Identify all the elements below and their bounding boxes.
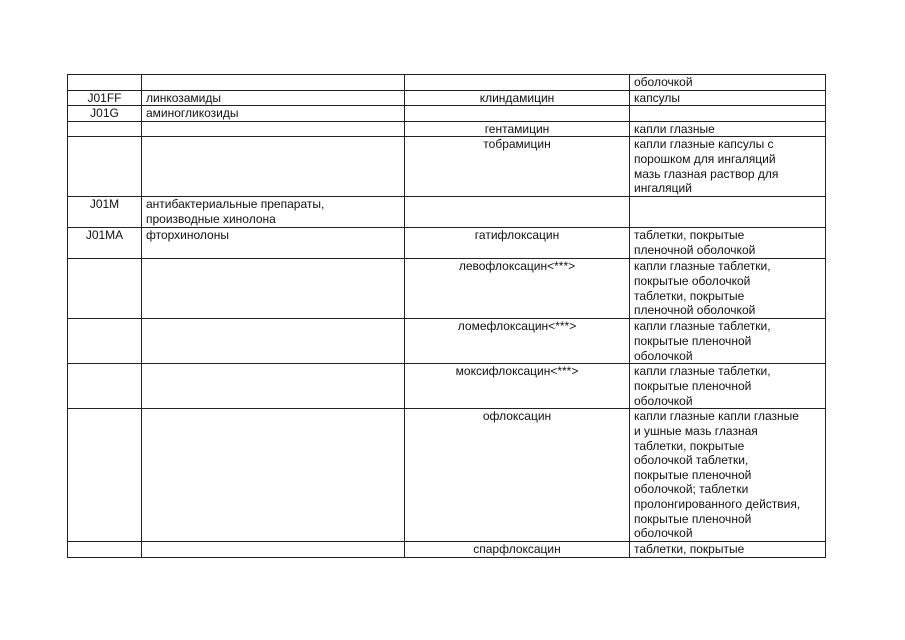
group-name-cell <box>142 542 405 558</box>
table-row <box>68 90 826 106</box>
atc-code-cell <box>68 137 142 197</box>
table-row <box>68 75 826 91</box>
table-row <box>68 409 826 542</box>
atc-code-cell <box>68 259 142 319</box>
dosage-form-cell: капли глазные капли глазные и ушные мазь глазная таблетки, покрытые оболочкой таблетки, покрытые пленочной оболочкой; таблетки пролонгированного действия, покрытые пленочной оболочкой <box>630 409 826 542</box>
table-row <box>68 106 826 122</box>
atc-code-cell <box>68 409 142 542</box>
drug-name-cell: тобрамицин <box>405 137 630 197</box>
group-name-cell <box>142 364 405 409</box>
drug-name-cell: гатифлоксацин <box>405 228 630 259</box>
dosage-form-cell: таблетки, покрытые <box>630 542 826 558</box>
drug-table <box>67 74 826 558</box>
dosage-form-cell: таблетки, покрытые пленочной оболочкой <box>630 228 826 259</box>
group-name-cell: антибактериальные препараты, производные хинолона <box>142 197 405 228</box>
dosage-form-cell: капсулы <box>630 90 826 106</box>
table-row <box>68 121 826 137</box>
group-name-cell <box>142 75 405 91</box>
group-name-cell <box>142 319 405 364</box>
table-row <box>68 228 826 259</box>
dosage-form-cell: оболочкой <box>630 75 826 91</box>
table-row <box>68 542 826 558</box>
atc-code-cell <box>68 121 142 137</box>
atc-code-cell: J01M <box>68 197 142 228</box>
drug-name-cell: клиндамицин <box>405 90 630 106</box>
atc-code-cell <box>68 364 142 409</box>
table-row <box>68 197 826 228</box>
dosage-form-cell: капли глазные таблетки, покрытые пленочной оболочкой <box>630 364 826 409</box>
drug-name-cell <box>405 106 630 122</box>
atc-code-cell <box>68 542 142 558</box>
atc-code-cell <box>68 319 142 364</box>
dosage-form-cell <box>630 197 826 228</box>
drug-name-cell: моксифлоксацин<***> <box>405 364 630 409</box>
atc-code-cell: J01FF <box>68 90 142 106</box>
table-row <box>68 259 826 319</box>
group-name-cell <box>142 409 405 542</box>
atc-code-cell <box>68 75 142 91</box>
drug-name-cell: гентамицин <box>405 121 630 137</box>
group-name-cell <box>142 137 405 197</box>
drug-name-cell: ломефлоксацин<***> <box>405 319 630 364</box>
group-name-cell: аминогликозиды <box>142 106 405 122</box>
drug-name-cell: левофлоксацин<***> <box>405 259 630 319</box>
dosage-form-cell: капли глазные таблетки, покрытые оболочкой таблетки, покрытые пленочной оболочкой <box>630 259 826 319</box>
group-name-cell: линкозамиды <box>142 90 405 106</box>
group-name-cell <box>142 259 405 319</box>
dosage-form-cell: капли глазные <box>630 121 826 137</box>
dosage-form-cell <box>630 106 826 122</box>
drug-name-cell: офлоксацин <box>405 409 630 542</box>
drug-name-cell <box>405 197 630 228</box>
group-name-cell <box>142 121 405 137</box>
drug-name-cell <box>405 75 630 91</box>
atc-code-cell: J01G <box>68 106 142 122</box>
group-name-cell: фторхинолоны <box>142 228 405 259</box>
drug-name-cell: спарфлоксацин <box>405 542 630 558</box>
dosage-form-cell: капли глазные таблетки, покрытые пленочной оболочкой <box>630 319 826 364</box>
drug-table-body <box>68 75 826 558</box>
dosage-form-cell: капли глазные капсулы с порошком для ингаляций мазь глазная раствор для ингаляций <box>630 137 826 197</box>
atc-code-cell: J01MA <box>68 228 142 259</box>
table-row <box>68 364 826 409</box>
table-row <box>68 137 826 197</box>
table-row <box>68 319 826 364</box>
